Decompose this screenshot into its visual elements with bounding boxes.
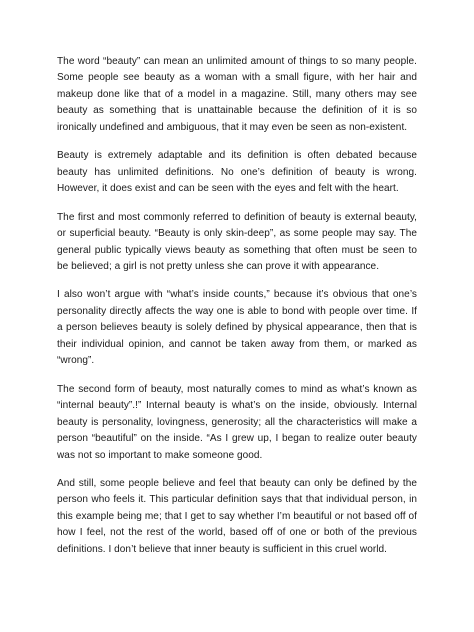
paragraph-1: The word “beauty” can mean an unlimited amount of things to so many people. Some people see beauty as a woman with a small figure, with her hair and makeup done like that of a model in a magazine. Still, many others may see beauty as something that is unattainable because the definition of it is so ironically undefined and ambiguous, that it may even be seen as non-existent. bbox=[57, 56, 417, 133]
paragraph-4: I also won’t argue with “what’s inside counts,” because it’s obvious that one’s personality directly affects the way one is able to bond with people over time. If a person believes beauty is solely defined by physical appearance, then that is their individual opinion, and cannot be taken away from them, or marked as “wrong”. bbox=[57, 289, 417, 367]
paragraph-3: The first and most commonly referred to definition of beauty is external beauty, or superficial beauty. “Beauty is only skin-deep”, as some people may say. The general public typically views beauty as something that often must be seen to be believed; a girl is not pretty unless she can prove it with appearance. bbox=[57, 211, 417, 272]
paragraph-2: Beauty is extremely adaptable and its definition is often debated because beauty has unlimited definitions. No one’s definition of beauty is wrong. However, it does exist and can be seen with the eyes and felt with the heart. bbox=[57, 150, 417, 195]
paragraph-5: The second form of beauty, most naturally comes to mind as what’s known as “internal beauty”.!” Internal beauty is what’s on the inside, obviously. Internal beauty is personality, lovingness, generosity; all the characteristics will make a person “beautiful” on the inside. “As I grew up, I began to realize outer beauty was not so important to make someone good. bbox=[57, 383, 417, 461]
document-body bbox=[57, 54, 417, 570]
paragraph-6: And still, some people believe and feel that beauty can only be defined by the person who feels it. This particular definition says that that individual person, in this example being me; that I get to say whether I’m beautiful or not based off of how I feel, not the rest of the world, based off of one or both of the previous definitions. I don’t believe that inner beauty is sufficient in this cruel world. bbox=[57, 477, 417, 555]
